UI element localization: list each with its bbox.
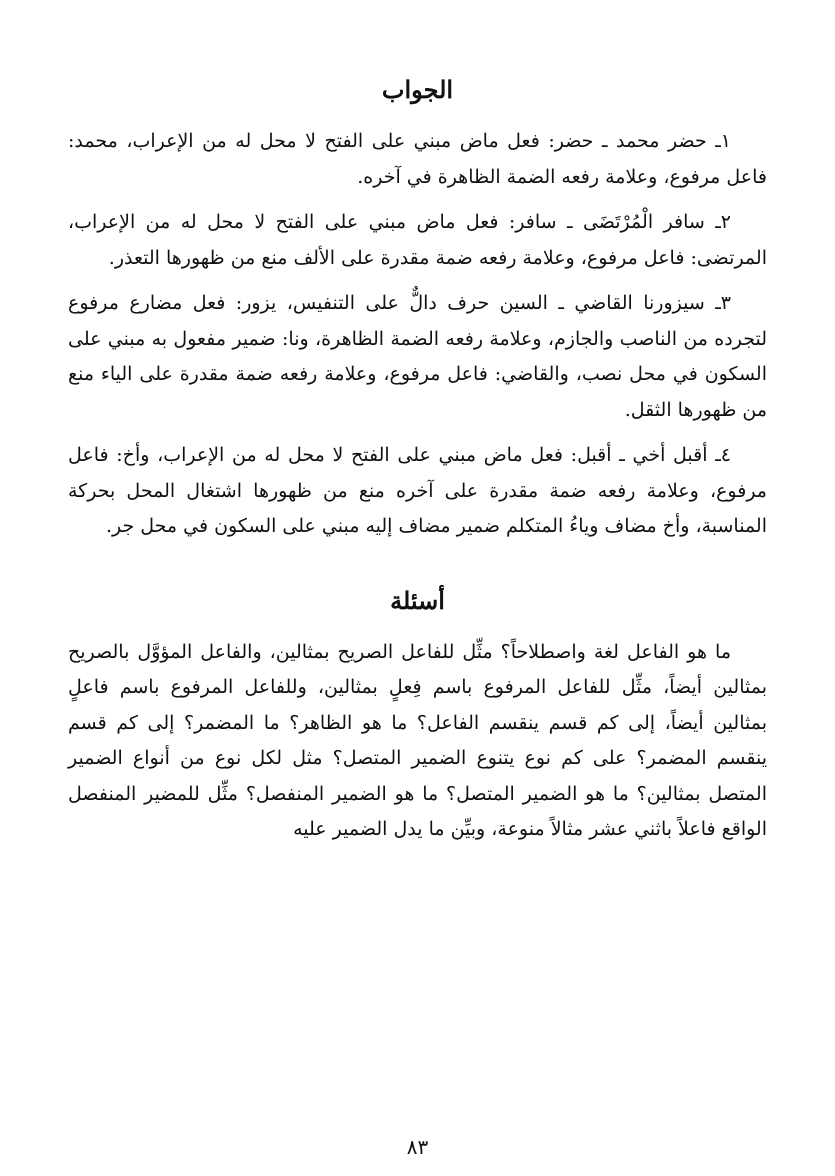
page-number: ٨٣ [406, 1135, 429, 1159]
answer-paragraph-3: ٣ـ سيزورنا القاضي ـ السين حرف دالٌّ على التنفيس، يزور: فعل مضارع مرفوع لتجرده من الناصب والجازم، وعلامة رفعه الضمة الظاهرة، ونا: ضمير مفعول به مبني على السكون في محل نصب، والقاضي: فاعل مرفوع، وعلامة رفعه ضمة مقدرة على الياء منع من ظهورها الثقل. [68, 292, 767, 421]
answer-paragraph-2: ٢ـ سافر الْمُرْتَضَى ـ سافر: فعل ماض مبني على الفتح لا محل له من الإعراب، المرتضى: فاعل مرفوع، وعلامة رفعه ضمة مقدرة على الألف منع من ظهورها التعذر. [68, 211, 767, 269]
questions-paragraph: ما هو الفاعل لغة واصطلاحاً؟ مثِّل للفاعل الصريح بمثالين، والفاعل المؤوَّل بالصريح بمثالين أيضاً، مثِّل للفاعل المرفوع باسم فِعلٍ بمثالين، وللفاعل المرفوع باسم فاعلٍ بمثالين أيضاً، إلى كم قسم ينقسم الفاعل؟ ما هو الظاهر؟ ما المضمر؟ إلى كم قسم ينقسم المضمر؟ على كم نوع يتنوع الضمير المتصل؟ مثل لكل نوع من أنواع الضمير المتصل بمثالين؟ ما هو الضمير المتصل؟ ما هو الضمير المنفصل؟ مثِّل للمضير المنفصل الواقع فاعلاً باثني عشر مثالاً منوعة، وبيِّن ما يدل الضمير عليه [68, 640, 767, 840]
answer-paragraph-1: ١ـ حضر محمد ـ حضر: فعل ماض مبني على الفتح لا محل له من الإعراب، محمد: فاعل مرفوع، وعلامة رفعه الضمة الظاهرة في آخره. [68, 130, 767, 188]
answer-heading: الجواب [381, 75, 454, 104]
questions-heading: أسئلة [390, 585, 445, 615]
answer-paragraph-4: ٤ـ أقبل أخي ـ أقبل: فعل ماض مبني على الفتح لا محل له من الإعراب، وأخ: فاعل مرفوع، وعلامة رفعه ضمة مقدرة على آخره منع من ظهورها اشتغال المحل بحركة المناسبة، وأخ مضاف وياءُ المتكلم ضمير مضاف إليه مبني على السكون في محل جر. [68, 444, 767, 537]
